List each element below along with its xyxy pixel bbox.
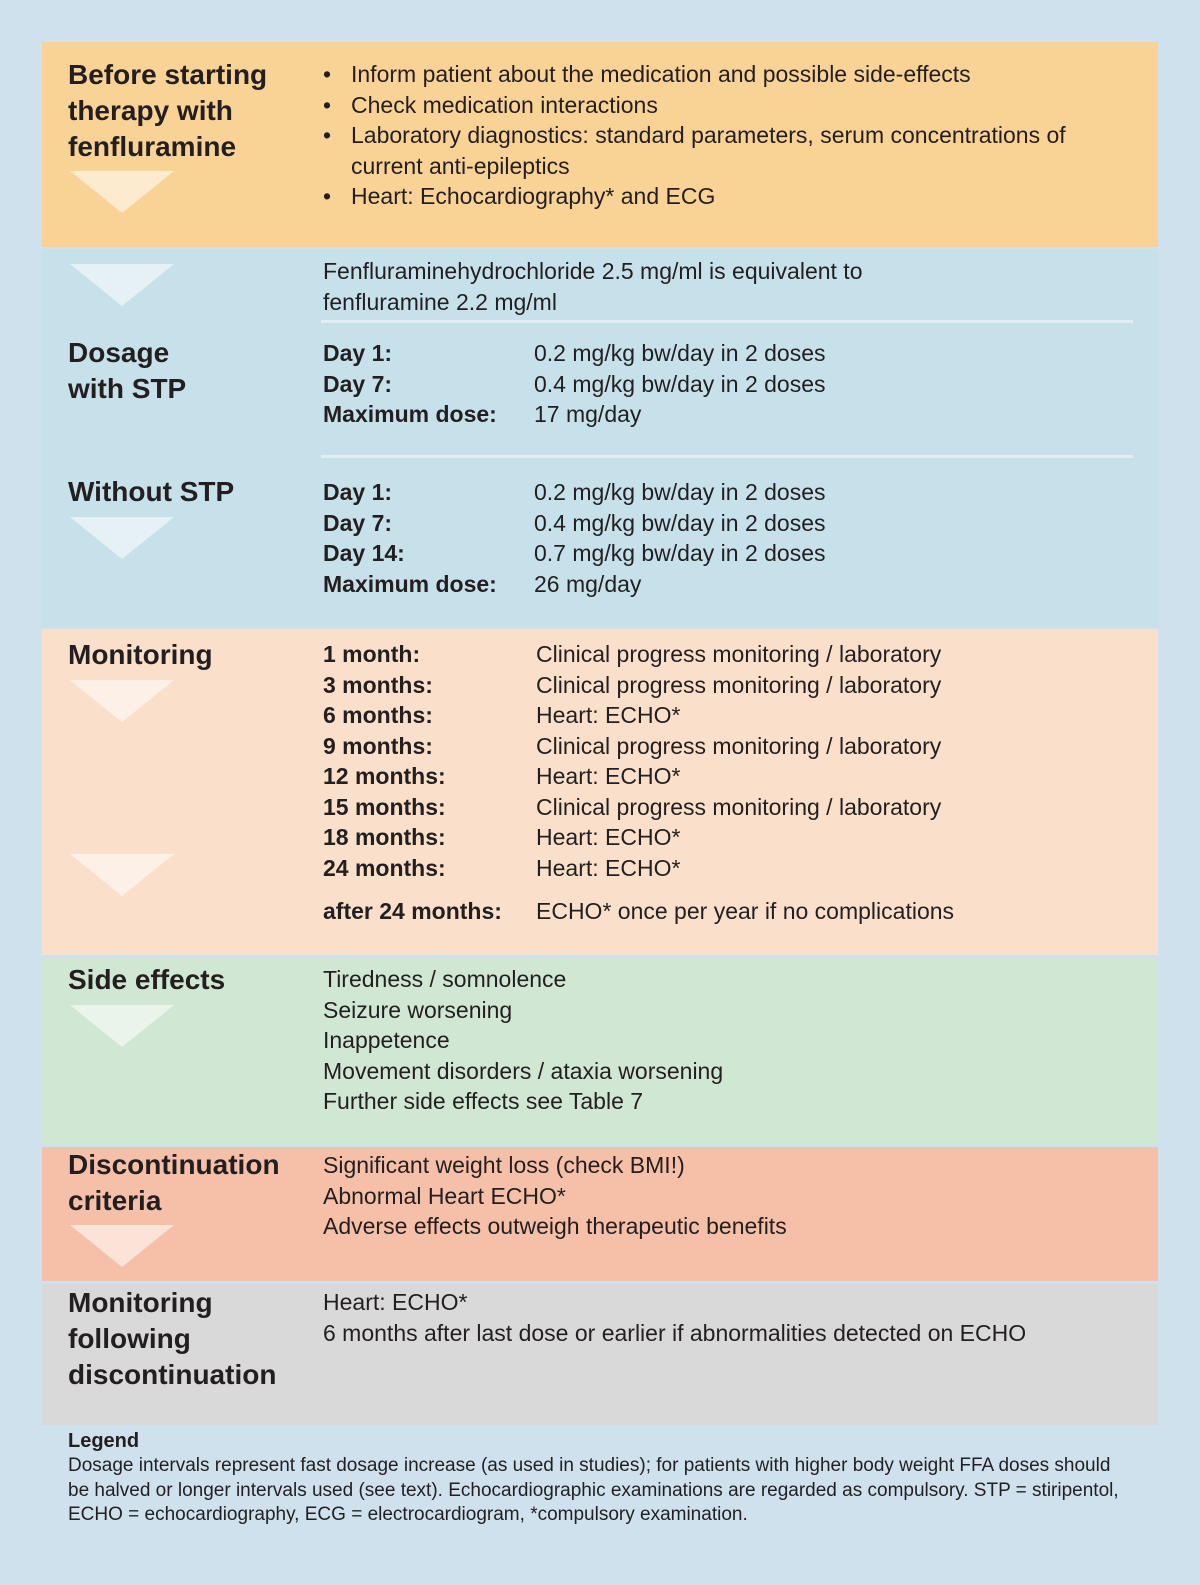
equivalence-line: Fenfluraminehydrochloride 2.5 mg/ml is equivalent to bbox=[323, 258, 863, 284]
dose-value: 0.4 mg/kg bw/day in 2 doses bbox=[534, 370, 826, 397]
before-therapy-label: Before starting therapy with fenfluramine bbox=[68, 59, 268, 162]
table-row bbox=[323, 477, 826, 508]
without-stp-label: Without STP bbox=[68, 476, 235, 507]
equivalence-line: fenfluramine 2.2 mg/ml bbox=[323, 288, 557, 315]
flow-arrow-icon bbox=[70, 1225, 174, 1267]
dose-value: 0.7 mg/kg bw/day in 2 doses bbox=[534, 540, 826, 566]
monitoring-schedule bbox=[323, 639, 954, 927]
schedule-action: ECHO* once per year if no complications bbox=[536, 898, 955, 924]
schedule-time: 24 months: bbox=[323, 854, 446, 881]
dose-day: Day 1: bbox=[323, 340, 393, 366]
post-discontinuation-list bbox=[323, 1287, 1026, 1348]
label-line: discontinuation bbox=[68, 1359, 277, 1390]
label-line: Dosage bbox=[68, 337, 170, 368]
discontinuation-label bbox=[68, 1147, 280, 1219]
without-stp-table bbox=[323, 477, 826, 599]
monitoring-label: Monitoring bbox=[68, 639, 213, 670]
dose-day: Maximum dose: bbox=[323, 570, 497, 597]
schedule-time: 3 months: bbox=[323, 671, 433, 698]
dose-day: Day 14: bbox=[323, 540, 405, 566]
schedule-time: 15 months: bbox=[323, 793, 446, 820]
dose-value: 0.2 mg/kg bw/day in 2 doses bbox=[534, 340, 826, 366]
list-item: • Laboratory diagnostics: standard parameters, serum concentrations of current anti-epileptics bbox=[323, 120, 1123, 181]
table-row bbox=[323, 700, 954, 731]
before-therapy-list bbox=[323, 59, 1123, 212]
side-effects-label: Side effects bbox=[68, 964, 226, 995]
list-item: Seizure worsening bbox=[323, 996, 513, 1023]
dose-value: 17 mg/day bbox=[534, 401, 642, 427]
list-item: Further side effects see Table 7 bbox=[323, 1088, 644, 1114]
flow-arrow-icon bbox=[70, 680, 174, 722]
dose-day: Maximum dose: bbox=[323, 401, 497, 427]
list-item: • Heart: Echocardiography* and ECG bbox=[323, 181, 1123, 212]
divider bbox=[321, 455, 1133, 458]
dosage-with-stp-table bbox=[323, 338, 826, 430]
list-item: Heart: ECHO* bbox=[323, 1289, 468, 1315]
dose-day: Day 7: bbox=[323, 509, 393, 536]
discontinuation-list bbox=[323, 1150, 787, 1242]
table-row bbox=[323, 369, 826, 400]
schedule-action: Clinical progress monitoring / laboratory bbox=[536, 793, 942, 820]
dose-day: Day 1: bbox=[323, 479, 393, 505]
list-item: Inappetence bbox=[323, 1027, 450, 1053]
flow-arrow-icon bbox=[70, 854, 174, 896]
divider bbox=[321, 320, 1133, 323]
dosage-with-stp-label bbox=[68, 335, 186, 407]
list-item: Abnormal Heart ECHO* bbox=[323, 1182, 566, 1209]
table-row bbox=[323, 538, 826, 569]
schedule-time: 9 months: bbox=[323, 732, 433, 759]
table-row bbox=[323, 569, 826, 600]
schedule-time: after 24 months: bbox=[323, 898, 502, 924]
table-row bbox=[323, 822, 954, 853]
schedule-time: 1 month: bbox=[323, 641, 421, 667]
schedule-action: Heart: ECHO* bbox=[536, 824, 681, 850]
flow-arrow-icon bbox=[70, 1005, 174, 1047]
table-row bbox=[323, 896, 954, 927]
label-line: with STP bbox=[68, 373, 187, 404]
label-line: Discontinuation bbox=[68, 1149, 280, 1180]
discontinuation-panel bbox=[42, 1147, 1158, 1281]
list-item: 6 months after last dose or earlier if abnormalities detected on ECHO bbox=[323, 1319, 1027, 1346]
side-effects-panel bbox=[42, 958, 1158, 1144]
table-row bbox=[323, 508, 826, 539]
schedule-action: Clinical progress monitoring / laboratory bbox=[536, 641, 942, 667]
flow-arrow-icon bbox=[70, 264, 174, 306]
table-row bbox=[323, 338, 826, 369]
table-row bbox=[323, 399, 826, 430]
table-row bbox=[323, 670, 954, 701]
dose-day: Day 7: bbox=[323, 370, 393, 397]
label-line: criteria bbox=[68, 1185, 162, 1216]
list-item: • Check medication interactions bbox=[323, 90, 1123, 121]
schedule-action: Clinical progress monitoring / laboratory bbox=[536, 671, 942, 698]
schedule-time: 12 months: bbox=[323, 763, 446, 789]
list-item: Tiredness / somnolence bbox=[323, 966, 567, 992]
table-row bbox=[323, 761, 954, 792]
schedule-action: Heart: ECHO* bbox=[536, 854, 681, 881]
table-row bbox=[323, 731, 954, 762]
schedule-time: 18 months: bbox=[323, 824, 446, 850]
list-item: Movement disorders / ataxia worsening bbox=[323, 1057, 724, 1084]
list-item: • Inform patient about the medication and possible side-effects bbox=[323, 59, 1123, 90]
schedule-action: Heart: ECHO* bbox=[536, 702, 681, 728]
schedule-action: Clinical progress monitoring / laboratory bbox=[536, 732, 942, 759]
dose-value: 26 mg/day bbox=[534, 570, 642, 597]
list-item: Significant weight loss (check BMI!) bbox=[323, 1152, 685, 1178]
schedule-time: 6 months: bbox=[323, 702, 433, 728]
before-therapy-content bbox=[323, 59, 1123, 212]
label-line: following bbox=[68, 1323, 191, 1354]
legend-text: Dosage intervals represent fast dosage increase (as used in studies); for patients with higher body weight FFA doses should be halved or longer intervals used (see text). Echocardiographic examinations are regarded as compulsory. STP = stiripentol, ECHO = echocardiography, ECG = electrocardiogram, *compulsory examination. bbox=[68, 1455, 1119, 1525]
legend bbox=[68, 1428, 1128, 1528]
before-therapy-panel bbox=[42, 42, 1158, 247]
table-row bbox=[323, 853, 954, 884]
table-row bbox=[323, 639, 954, 670]
dosage-panel bbox=[42, 249, 1158, 627]
equivalence-note bbox=[323, 256, 863, 317]
flow-arrow-icon bbox=[70, 171, 174, 213]
schedule-action: Heart: ECHO* bbox=[536, 763, 681, 789]
dose-value: 0.2 mg/kg bw/day in 2 doses bbox=[534, 479, 826, 505]
post-discontinuation-label bbox=[68, 1285, 276, 1393]
side-effects-list bbox=[323, 964, 723, 1117]
legend-title: Legend bbox=[68, 1430, 140, 1452]
table-row bbox=[323, 792, 954, 823]
monitoring-panel bbox=[42, 629, 1158, 955]
dose-value: 0.4 mg/kg bw/day in 2 doses bbox=[534, 509, 826, 536]
list-item: Adverse effects outweigh therapeutic benefits bbox=[323, 1213, 787, 1239]
label-line: Monitoring bbox=[68, 1287, 213, 1318]
flow-arrow-icon bbox=[70, 517, 174, 559]
post-discontinuation-panel bbox=[42, 1284, 1158, 1425]
